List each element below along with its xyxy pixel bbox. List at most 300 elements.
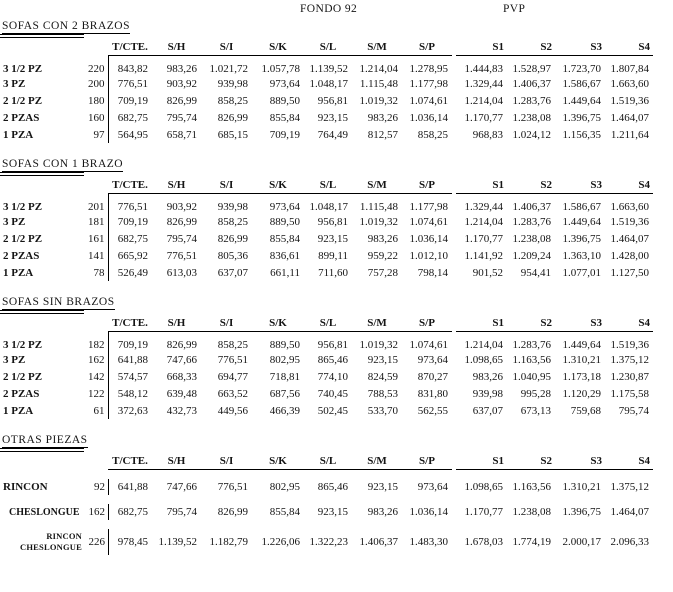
- price-cell: 1.074,61: [409, 94, 448, 107]
- price-cell: 526,49: [108, 264, 152, 281]
- price-cell: 923,15: [317, 506, 348, 518]
- column-header: T/CTE.: [108, 453, 152, 470]
- column-header: S/L: [304, 39, 352, 56]
- price-cell: 1.396,75: [562, 232, 601, 245]
- price-cell: 1.036,14: [409, 111, 448, 124]
- price-cell: 1.449,64: [562, 339, 601, 351]
- price-cell: 1.127,50: [610, 266, 649, 279]
- price-cell: 1.019,32: [359, 215, 398, 228]
- row-qty: 61: [93, 404, 105, 417]
- price-cell: 959,22: [367, 249, 398, 262]
- section-title: [0, 296, 673, 308]
- column-header: S/K: [252, 177, 304, 194]
- price-cell: 995,28: [520, 387, 551, 400]
- price-cell: 973,64: [417, 353, 448, 366]
- price-cell: 1.077,01: [562, 266, 601, 279]
- price-cell: 826,99: [166, 94, 197, 107]
- price-cell: 685,15: [217, 128, 248, 141]
- row-label: 3 1/2 PZ: [3, 62, 43, 75]
- price-cell: 795,74: [166, 506, 197, 518]
- price-cell: 923,15: [367, 353, 398, 366]
- price-cell: 1.444,83: [464, 63, 503, 75]
- column-header: S3: [555, 39, 605, 56]
- row-qty: 97: [93, 128, 105, 141]
- price-cell: 954,41: [520, 266, 551, 279]
- price-cell: 939,98: [217, 201, 248, 213]
- row-qty-header: [88, 453, 108, 470]
- price-cell: 1.329,44: [464, 77, 503, 90]
- price-cell: 843,82: [108, 56, 152, 76]
- column-header: S1: [456, 39, 507, 56]
- price-cell: 613,03: [166, 266, 197, 279]
- row-label: RINCON CHESLONGUE: [20, 531, 82, 552]
- table-row: [0, 479, 653, 495]
- price-cell: 1.406,37: [512, 77, 551, 90]
- row-qty-header: [88, 315, 108, 332]
- price-cell: 661,11: [270, 266, 300, 279]
- table-row: [0, 126, 653, 143]
- price-cell: 1.173,18: [562, 370, 601, 383]
- price-cell: 1.322,23: [309, 536, 348, 548]
- price-cell: 956,81: [317, 215, 348, 228]
- price-cell: 826,99: [217, 506, 248, 518]
- price-cell: 1.019,32: [359, 339, 398, 351]
- price-cell: 637,07: [472, 404, 503, 417]
- column-header: S/H: [152, 39, 201, 56]
- row-label: 2 PZAS: [3, 387, 40, 400]
- table-row: [0, 351, 653, 368]
- price-cell: 466,39: [269, 404, 300, 417]
- price-table: [0, 177, 653, 281]
- price-cell: 1.036,14: [409, 232, 448, 245]
- row-label: 2 1/2 PZ: [3, 370, 43, 383]
- column-header: S/K: [252, 453, 304, 470]
- price-cell: 983,26: [367, 111, 398, 124]
- price-cell: 432,73: [166, 404, 197, 417]
- price-cell: 2.000,17: [562, 536, 601, 548]
- row-qty: 226: [88, 536, 105, 548]
- double-rule: [0, 310, 84, 314]
- price-cell: 795,74: [166, 232, 197, 245]
- price-cell: 637,07: [217, 266, 248, 279]
- column-header: T/CTE.: [108, 315, 152, 332]
- price-cell: 855,84: [269, 111, 300, 124]
- price-cell: 1.464,07: [610, 506, 649, 518]
- column-header: S/H: [152, 315, 201, 332]
- price-cell: 1.170,77: [464, 506, 503, 518]
- column-header-row: [0, 453, 653, 470]
- price-cell: 1.182,79: [209, 536, 248, 548]
- column-header: S/L: [304, 453, 352, 470]
- price-cell: 1.519,36: [610, 94, 649, 107]
- row-label: 1 PZA: [3, 128, 34, 141]
- price-cell: 903,92: [166, 201, 197, 213]
- price-cell: 1.019,32: [359, 94, 398, 107]
- price-cell: 973,64: [417, 481, 448, 493]
- price-cell: 764,49: [317, 128, 348, 141]
- price-cell: 858,25: [217, 94, 248, 107]
- price-cell: 983,26: [367, 232, 398, 245]
- price-cell: 1.238,08: [512, 506, 551, 518]
- price-cell: 1.329,44: [464, 201, 503, 213]
- table-row: [0, 332, 653, 352]
- column-header: S/M: [352, 39, 402, 56]
- price-cell: 1.363,10: [562, 249, 601, 262]
- price-cell: 858,25: [217, 339, 248, 351]
- price-cell: 1.040,95: [512, 370, 551, 383]
- price-cell: 533,70: [367, 404, 398, 417]
- price-cell: 1.021,72: [209, 63, 248, 75]
- row-label: 2 PZAS: [3, 111, 40, 124]
- column-header: S/L: [304, 177, 352, 194]
- table-row: [0, 368, 653, 385]
- price-cell: 1.139,52: [158, 536, 197, 548]
- row-label: 1 PZA: [3, 404, 34, 417]
- section-otras-piezas: [0, 434, 673, 564]
- row-label: 1 PZA: [3, 266, 34, 279]
- price-cell: 1.519,36: [610, 339, 649, 351]
- price-cell: 798,14: [417, 266, 448, 279]
- section-title-text: SOFAS CON 1 BRAZO: [2, 158, 124, 170]
- price-cell: 1.036,14: [409, 506, 448, 518]
- price-cell: 1.283,76: [512, 94, 551, 107]
- section-sofas-sin-brazos: [0, 296, 673, 419]
- price-cell: 812,57: [367, 128, 398, 141]
- price-cell: 1.163,56: [512, 481, 551, 493]
- price-cell: 1.098,65: [464, 353, 503, 366]
- price-cell: 1.048,17: [309, 201, 348, 213]
- price-cell: 983,26: [367, 506, 398, 518]
- price-cell: 956,81: [317, 94, 348, 107]
- row-label: 3 PZ: [3, 353, 26, 366]
- price-cell: 923,15: [317, 232, 348, 245]
- price-cell: 718,81: [269, 370, 300, 383]
- price-cell: 889,50: [269, 339, 300, 351]
- row-qty: 162: [88, 353, 105, 366]
- price-cell: 1.209,24: [512, 249, 551, 262]
- price-cell: 1.170,77: [464, 232, 503, 245]
- price-cell: 1.406,37: [359, 536, 398, 548]
- group-headers: [0, 3, 673, 17]
- row-qty: 220: [88, 62, 105, 75]
- column-header: S/K: [252, 315, 304, 332]
- row-label: 3 PZ: [3, 77, 26, 90]
- row-qty: 78: [93, 266, 105, 279]
- price-cell: 1.519,36: [610, 215, 649, 228]
- price-cell: 776,51: [217, 353, 248, 366]
- price-cell: 709,19: [269, 128, 300, 141]
- price-cell: 889,50: [269, 94, 300, 107]
- price-cell: 1.177,98: [409, 77, 448, 90]
- price-cell: 836,61: [269, 249, 300, 262]
- row-qty: 142: [88, 370, 105, 383]
- price-cell: 1.406,37: [512, 201, 551, 213]
- price-cell: 1.057,78: [261, 63, 300, 75]
- price-cell: 956,81: [317, 339, 348, 351]
- price-cell: 1.211,64: [610, 128, 649, 141]
- price-cell: 682,75: [108, 504, 152, 520]
- price-cell: 562,55: [417, 404, 448, 417]
- price-cell: 855,84: [269, 232, 300, 245]
- price-cell: 711,60: [318, 266, 348, 279]
- price-cell: 1.012,10: [409, 249, 448, 262]
- price-cell: 1.586,67: [562, 201, 601, 213]
- fondo-group-header: FONDO 92: [300, 3, 358, 15]
- row-qty: 201: [88, 200, 105, 213]
- price-cell: 1.214,04: [464, 94, 503, 107]
- price-cell: 1.226,06: [261, 536, 300, 548]
- column-header: S/P: [402, 315, 452, 332]
- row-label: 3 1/2 PZ: [3, 200, 43, 213]
- column-header: S/H: [152, 453, 201, 470]
- section-title-text: SOFAS SIN BRAZOS: [2, 296, 115, 308]
- price-cell: 776,51: [166, 249, 197, 262]
- price-cell: 709,19: [108, 213, 152, 230]
- column-header-row: [0, 177, 653, 194]
- price-cell: 802,95: [269, 353, 300, 366]
- price-cell: 1.115,48: [359, 201, 398, 213]
- column-header: S/H: [152, 177, 201, 194]
- price-cell: 639,48: [166, 387, 197, 400]
- column-header: T/CTE.: [108, 39, 152, 56]
- column-header: S3: [555, 177, 605, 194]
- price-cell: 923,15: [367, 481, 398, 493]
- price-cell: 682,75: [108, 230, 152, 247]
- column-header: S/M: [352, 453, 402, 470]
- column-header: S/L: [304, 315, 352, 332]
- price-cell: 1.120,29: [562, 387, 601, 400]
- price-cell: 1.375,12: [610, 481, 649, 493]
- table-row: [0, 529, 653, 555]
- row-label-header: [0, 177, 88, 194]
- price-cell: 449,56: [217, 404, 248, 417]
- price-cell: 1.586,67: [562, 77, 601, 90]
- table-row: [0, 385, 653, 402]
- table-row: [0, 194, 653, 214]
- column-header: S2: [507, 39, 555, 56]
- price-cell: 776,51: [108, 194, 152, 214]
- price-cell: 1.177,98: [409, 201, 448, 213]
- price-cell: 1.663,60: [610, 201, 649, 213]
- row-qty-header: [88, 177, 108, 194]
- column-header: S/I: [201, 177, 252, 194]
- price-cell: 939,98: [217, 77, 248, 90]
- price-cell: 870,27: [417, 370, 448, 383]
- price-cell: 372,63: [108, 402, 152, 419]
- double-rule: [0, 172, 84, 176]
- price-cell: 1.141,92: [464, 249, 503, 262]
- price-cell: 1.175,58: [610, 387, 649, 400]
- table-row: [0, 504, 653, 520]
- price-cell: 694,77: [217, 370, 248, 383]
- price-cell: 774,10: [317, 370, 348, 383]
- column-header: S3: [555, 453, 605, 470]
- price-cell: 1.098,65: [464, 481, 503, 493]
- price-cell: 1.024,12: [512, 128, 551, 141]
- column-header: S/P: [402, 453, 452, 470]
- section-sofas-con-2-brazos: [0, 20, 673, 143]
- price-cell: 1.238,08: [512, 232, 551, 245]
- price-cell: 564,95: [108, 126, 152, 143]
- row-label-header: [0, 39, 88, 56]
- price-cell: 1.310,21: [562, 353, 601, 366]
- column-header: S/K: [252, 39, 304, 56]
- price-cell: 826,99: [217, 111, 248, 124]
- table-row: [0, 56, 653, 76]
- column-header: S4: [605, 177, 653, 194]
- section-title-text: SOFAS CON 2 BRAZOS: [2, 20, 130, 32]
- row-qty: 182: [88, 338, 105, 351]
- row-label: 3 PZ: [3, 215, 26, 228]
- column-header: S4: [605, 39, 653, 56]
- price-cell: 973,64: [269, 77, 300, 90]
- price-cell: 747,66: [166, 353, 197, 366]
- price-cell: 858,25: [217, 215, 248, 228]
- row-qty: 122: [88, 387, 105, 400]
- section-title: [0, 158, 673, 170]
- price-cell: 889,50: [269, 215, 300, 228]
- price-cell: 1.774,19: [512, 536, 551, 548]
- column-header: S/M: [352, 315, 402, 332]
- row-label-header: [0, 315, 88, 332]
- row-label: 2 1/2 PZ: [3, 232, 43, 245]
- price-cell: 574,57: [108, 368, 152, 385]
- price-cell: 1.139,52: [309, 63, 348, 75]
- price-cell: 899,11: [318, 249, 348, 262]
- price-cell: 973,64: [269, 201, 300, 213]
- column-header: S3: [555, 315, 605, 332]
- price-cell: 1.483,30: [409, 536, 448, 548]
- price-cell: 641,88: [108, 351, 152, 368]
- row-label-header: [0, 453, 88, 470]
- price-cell: 1.074,61: [409, 339, 448, 351]
- price-cell: 687,56: [269, 387, 300, 400]
- price-cell: 1.723,70: [562, 63, 601, 75]
- price-table: [0, 39, 653, 143]
- row-qty: 141: [88, 249, 105, 262]
- table-row: [0, 92, 653, 109]
- price-cell: 740,45: [317, 387, 348, 400]
- price-cell: 709,19: [108, 332, 152, 352]
- price-cell: 1.428,00: [610, 249, 649, 262]
- price-cell: 805,36: [217, 249, 248, 262]
- price-cell: 776,51: [217, 481, 248, 493]
- column-header: S1: [456, 315, 507, 332]
- price-cell: 682,75: [108, 109, 152, 126]
- pvp-group-header: PVP: [503, 3, 526, 15]
- column-header: S1: [456, 177, 507, 194]
- section-sofas-con-1-brazo: [0, 158, 673, 281]
- section-title-text: OTRAS PIEZAS: [2, 434, 88, 446]
- price-cell: 668,33: [166, 370, 197, 383]
- column-header: S2: [507, 453, 555, 470]
- row-qty: 200: [88, 77, 105, 90]
- column-header: S/I: [201, 453, 252, 470]
- price-cell: 1.283,76: [512, 215, 551, 228]
- price-cell: 855,84: [269, 506, 300, 518]
- table-row: [0, 109, 653, 126]
- column-header: T/CTE.: [108, 177, 152, 194]
- price-cell: 865,46: [317, 481, 348, 493]
- column-header: S4: [605, 315, 653, 332]
- column-header: S/P: [402, 177, 452, 194]
- row-qty: 160: [88, 111, 105, 124]
- price-cell: 1.464,07: [610, 232, 649, 245]
- table-row: [0, 75, 653, 92]
- price-cell: 1.214,04: [359, 63, 398, 75]
- price-cell: 1.396,75: [562, 506, 601, 518]
- section-title: [0, 20, 673, 32]
- row-qty: 162: [88, 506, 105, 518]
- price-cell: 903,92: [166, 77, 197, 90]
- column-header: S/I: [201, 315, 252, 332]
- price-cell: 968,83: [472, 128, 503, 141]
- row-qty-header: [88, 39, 108, 56]
- row-qty: 92: [94, 481, 105, 493]
- column-header: S2: [507, 177, 555, 194]
- price-cell: 1.238,08: [512, 111, 551, 124]
- price-cell: 1.156,35: [562, 128, 601, 141]
- price-cell: 1.163,56: [512, 353, 551, 366]
- price-cell: 802,95: [269, 481, 300, 493]
- row-qty: 180: [88, 94, 105, 107]
- column-header: S1: [456, 453, 507, 470]
- price-cell: 795,74: [166, 111, 197, 124]
- price-cell: 658,71: [166, 128, 197, 141]
- price-cell: 1.115,48: [359, 77, 398, 90]
- price-table: [0, 315, 653, 419]
- price-cell: 759,68: [570, 404, 601, 417]
- price-cell: 1.230,87: [610, 370, 649, 383]
- table-row: [0, 264, 653, 281]
- price-cell: 641,88: [108, 479, 152, 495]
- price-cell: 858,25: [417, 128, 448, 141]
- price-cell: 1.283,76: [512, 339, 551, 351]
- price-cell: 1.807,84: [610, 63, 649, 75]
- price-cell: 1.449,64: [562, 94, 601, 107]
- price-cell: 824,59: [367, 370, 398, 383]
- price-cell: 665,92: [108, 247, 152, 264]
- price-cell: 1.074,61: [409, 215, 448, 228]
- price-cell: 709,19: [108, 92, 152, 109]
- price-cell: 1.528,97: [512, 63, 551, 75]
- price-cell: 1.449,64: [562, 215, 601, 228]
- row-label: 2 PZAS: [3, 249, 40, 262]
- price-cell: 663,52: [217, 387, 248, 400]
- price-cell: 1.170,77: [464, 111, 503, 124]
- price-cell: 901,52: [472, 266, 503, 279]
- price-cell: 1.278,95: [409, 63, 448, 75]
- row-label: RINCON: [3, 481, 48, 493]
- row-qty: 181: [88, 215, 105, 228]
- price-cell: 1.375,12: [610, 353, 649, 366]
- table-row: [0, 402, 653, 419]
- price-cell: 826,99: [166, 339, 197, 351]
- price-cell: 1.396,75: [562, 111, 601, 124]
- column-header: S/P: [402, 39, 452, 56]
- row-label: 2 1/2 PZ: [3, 94, 43, 107]
- price-cell: 939,98: [472, 387, 503, 400]
- column-header: S4: [605, 453, 653, 470]
- row-label: 3 1/2 PZ: [3, 338, 43, 351]
- price-cell: 1.214,04: [464, 339, 503, 351]
- column-header: S2: [507, 315, 555, 332]
- price-cell: 865,46: [317, 353, 348, 366]
- price-cell: 983,26: [166, 63, 197, 75]
- price-cell: 831,80: [417, 387, 448, 400]
- price-cell: 1.214,04: [464, 215, 503, 228]
- price-cell: 1.048,17: [309, 77, 348, 90]
